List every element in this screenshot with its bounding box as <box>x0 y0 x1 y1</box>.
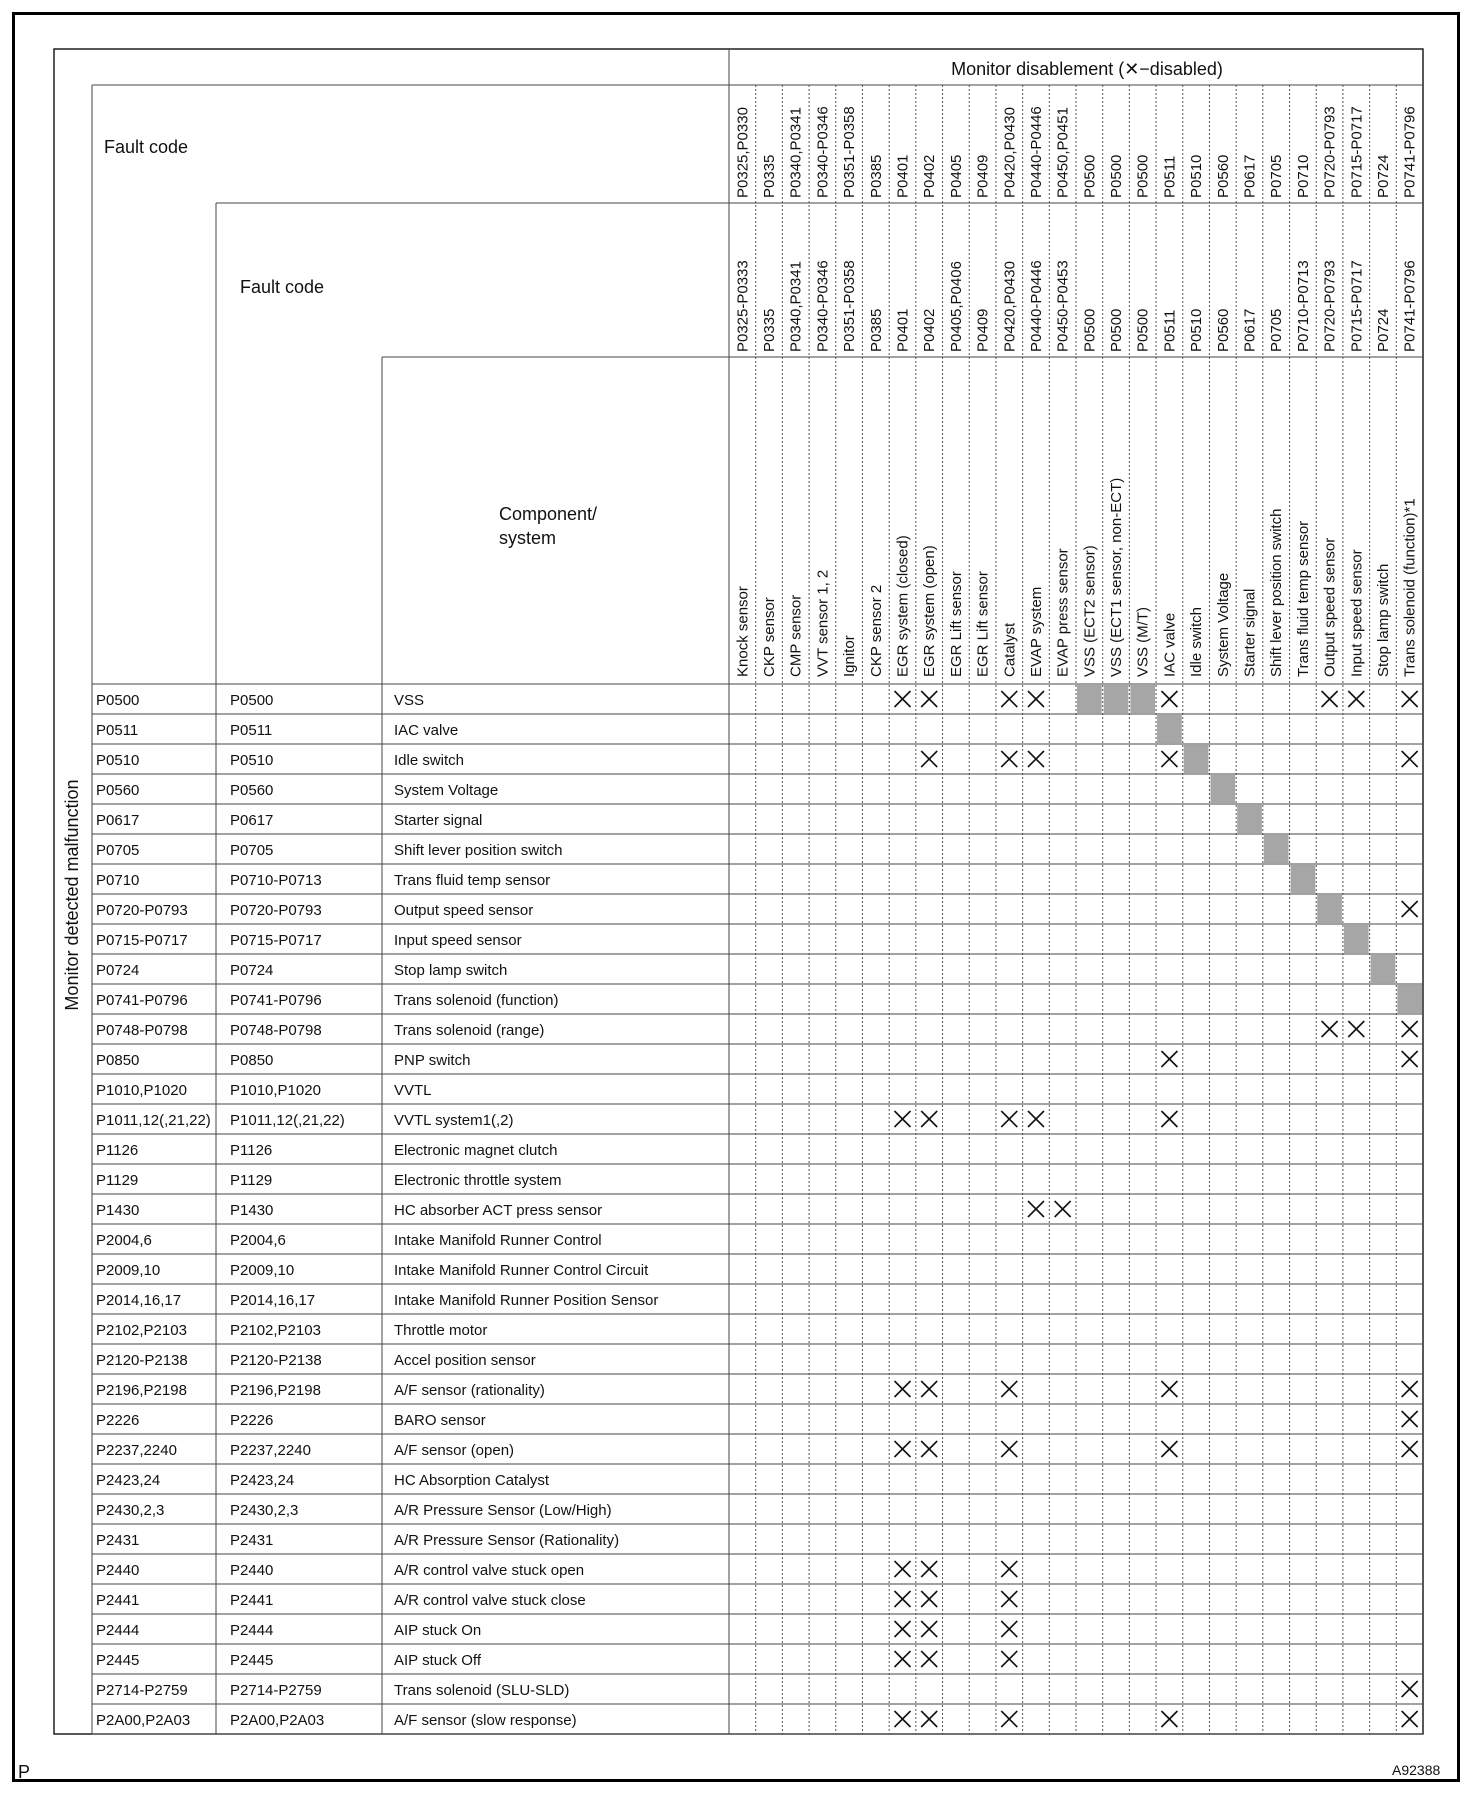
row-component-system: Trans solenoid (function) <box>394 992 559 1009</box>
column-inner-code: P0385 <box>867 308 885 352</box>
disabled-x-mark <box>895 1561 911 1577</box>
row-fault-code-2: P2430,2,3 <box>230 1502 299 1519</box>
row-fault-code-1: P2009,10 <box>96 1262 161 1279</box>
shaded-cell <box>1157 715 1182 743</box>
column-outer-code: P0617 <box>1241 154 1259 198</box>
row-component-system: Electronic throttle system <box>394 1172 562 1189</box>
column-system-label: Shift lever position switch <box>1268 508 1286 677</box>
row-fault-code-2: P2196,P2198 <box>230 1382 321 1399</box>
column-inner-code: P0705 <box>1268 308 1286 352</box>
row-fault-code-2: P2009,10 <box>230 1262 295 1279</box>
row-fault-code-2: P0511 <box>230 722 273 739</box>
row-fault-code-1: P1010,P1020 <box>96 1082 187 1099</box>
row-component-system: A/F sensor (slow response) <box>394 1712 577 1729</box>
row-fault-code-2: P0705 <box>230 842 274 859</box>
row-fault-code-1: P0560 <box>96 782 140 799</box>
column-inner-code: P0500 <box>1108 308 1126 352</box>
table-row <box>96 1021 1418 1039</box>
row-fault-code-2: P1126 <box>230 1142 273 1159</box>
table-row <box>96 1591 1017 1609</box>
disabled-x-mark <box>1001 751 1017 767</box>
disabled-x-mark <box>1402 1711 1418 1727</box>
column-system-label: Knock sensor <box>734 586 752 677</box>
row-fault-code-2: P0500 <box>230 692 274 709</box>
table-row <box>96 691 1418 709</box>
row-fault-code-2: P0748-P0798 <box>230 1022 322 1039</box>
row-component-system: VSS <box>394 692 425 709</box>
row-component-system: System Voltage <box>394 782 499 799</box>
row-fault-code-1: P0511 <box>96 722 139 739</box>
disabled-x-mark <box>1028 691 1044 707</box>
column-inner-code: P0500 <box>1081 308 1099 352</box>
column-inner-code: P0511 <box>1161 309 1179 352</box>
disabled-x-mark <box>895 1711 911 1727</box>
column-inner-code: P0720-P0793 <box>1321 260 1339 352</box>
disabled-x-mark <box>895 1381 911 1397</box>
row-fault-code-1: P2014,16,17 <box>96 1292 182 1309</box>
column-system-label: VSS (ECT1 sensor, non-ECT) <box>1108 477 1126 677</box>
shaded-cell <box>1077 685 1102 713</box>
table-row <box>96 1292 658 1309</box>
row-fault-code-1: P0720-P0793 <box>96 902 188 919</box>
shaded-cell <box>1130 685 1155 713</box>
row-fault-code-1: P0850 <box>96 1052 140 1069</box>
row-component-system: HC Absorption Catalyst <box>394 1472 550 1489</box>
row-fault-code-2: P0741-P0796 <box>230 992 322 1009</box>
column-outer-code: P0405 <box>947 154 965 198</box>
row-component-system: VVTL <box>394 1082 432 1099</box>
row-component-system: Throttle motor <box>394 1322 488 1339</box>
row-component-system: A/R control valve stuck open <box>394 1562 585 1579</box>
table-row <box>96 1381 1418 1399</box>
row-component-system: AIP stuck On <box>394 1622 482 1639</box>
shaded-cells <box>1077 685 1422 1013</box>
column-outer-code: P0420,P0430 <box>1001 107 1019 198</box>
disabled-x-mark <box>1001 1651 1017 1667</box>
table-row <box>96 901 1418 919</box>
row-fault-code-1: P1430 <box>96 1202 140 1219</box>
column-headers <box>734 106 1418 677</box>
row-fault-code-1: P0710 <box>96 872 140 889</box>
shaded-cell <box>1210 775 1235 803</box>
row-component-system: Trans fluid temp sensor <box>394 872 551 889</box>
fault-code-inner-heading: Fault code <box>240 277 325 297</box>
table-row <box>96 1111 1177 1129</box>
column-system-label: VVT sensor 1, 2 <box>814 569 832 677</box>
disabled-x-mark <box>1322 691 1338 707</box>
column-inner-code: P0617 <box>1241 308 1259 352</box>
column-inner-code: P0409 <box>974 308 992 352</box>
row-fault-code-1: P0748-P0798 <box>96 1022 188 1039</box>
column-inner-code: P0340,P0341 <box>787 261 805 352</box>
column-system-label: IAC valve <box>1161 612 1179 677</box>
shaded-cell <box>1237 805 1262 833</box>
column-inner-code: P0500 <box>1134 308 1152 352</box>
row-fault-code-2: P2004,6 <box>230 1232 286 1249</box>
table-row <box>96 1711 1418 1729</box>
row-fault-code-1: P2120-P2138 <box>96 1352 188 1369</box>
column-outer-code: P0710 <box>1294 154 1312 198</box>
disabled-x-mark <box>1001 1381 1017 1397</box>
disabled-x-mark <box>1161 1711 1177 1727</box>
disabled-x-mark <box>921 691 937 707</box>
column-outer-code: P0724 <box>1374 154 1392 198</box>
row-component-system: Idle switch <box>394 752 465 769</box>
row-fault-code-1: P1126 <box>96 1142 139 1159</box>
column-inner-code: P0450-P0453 <box>1054 260 1072 352</box>
column-inner-code: P0741-P0796 <box>1401 260 1419 352</box>
column-system-label: EGR Lift sensor <box>974 571 992 677</box>
row-component-system: AIP stuck Off <box>394 1652 481 1669</box>
disabled-x-mark <box>1001 1621 1017 1637</box>
row-fault-code-2: P2431 <box>230 1532 274 1549</box>
row-fault-code-1: P0705 <box>96 842 140 859</box>
column-system-label: EVAP system <box>1027 586 1045 677</box>
row-fault-code-2: P1129 <box>230 1172 273 1189</box>
row-fault-code-1: P2196,P2198 <box>96 1382 187 1399</box>
column-outer-code: P0500 <box>1108 154 1126 198</box>
row-component-system: Starter signal <box>394 812 483 829</box>
column-inner-code: P0715-P0717 <box>1348 260 1366 352</box>
column-system-label: EGR system (closed) <box>894 535 912 677</box>
column-outer-code: P0401 <box>894 154 912 198</box>
row-component-system: Stop lamp switch <box>394 962 508 979</box>
row-fault-code-2: P2423,24 <box>230 1472 295 1489</box>
row-fault-code-2: P0617 <box>230 812 274 829</box>
table-row <box>96 1201 1071 1219</box>
row-fault-code-1: P2431 <box>96 1532 140 1549</box>
row-fault-code-2: P2120-P2138 <box>230 1352 322 1369</box>
disabled-x-mark <box>1348 1021 1364 1037</box>
disabled-x-mark <box>921 1561 937 1577</box>
table-row <box>96 1411 1418 1429</box>
column-inner-code: P0440-P0446 <box>1027 260 1045 352</box>
column-system-label: EGR system (open) <box>921 545 939 677</box>
row-fault-code-1: P2444 <box>96 1622 140 1639</box>
row-fault-code-1: P2714-P2759 <box>96 1682 188 1699</box>
row-fault-code-2: P2445 <box>230 1652 274 1669</box>
row-fault-code-2: P0720-P0793 <box>230 902 322 919</box>
disabled-x-mark <box>1161 751 1177 767</box>
column-inner-code: P0710-P0713 <box>1294 260 1312 352</box>
column-outer-code: P0500 <box>1134 154 1152 198</box>
table-row <box>96 782 498 799</box>
monitor-disablement-title: Monitor disablement (✕−disabled) <box>951 59 1223 79</box>
table-row <box>96 1532 619 1549</box>
column-system-label: CMP sensor <box>787 594 805 677</box>
disabled-x-mark <box>1402 1051 1418 1067</box>
shaded-cell <box>1371 955 1396 983</box>
row-fault-code-1: P2102,P2103 <box>96 1322 187 1339</box>
row-fault-code-2: P2014,16,17 <box>230 1292 316 1309</box>
table-row <box>96 962 507 979</box>
disabled-x-mark <box>1001 1591 1017 1607</box>
row-component-system: A/F sensor (open) <box>394 1442 515 1459</box>
disabled-x-mark <box>895 691 911 707</box>
column-system-label: Stop lamp switch <box>1374 563 1392 677</box>
table-row <box>96 1621 1017 1639</box>
disabled-x-mark <box>921 1621 937 1637</box>
row-fault-code-1: P0741-P0796 <box>96 992 188 1009</box>
fault-code-outer-heading: Fault code <box>104 137 189 157</box>
table-row <box>96 1262 649 1279</box>
disabled-x-mark <box>1028 1201 1044 1217</box>
disabled-x-mark <box>1001 691 1017 707</box>
shaded-cell <box>1291 865 1316 893</box>
column-inner-code: P0402 <box>921 308 939 352</box>
column-inner-code: P0724 <box>1374 308 1392 352</box>
column-outer-code: P0409 <box>974 154 992 198</box>
row-component-system: BARO sensor <box>394 1412 486 1429</box>
table-row <box>96 1142 557 1159</box>
column-outer-code: P0500 <box>1081 154 1099 198</box>
row-fault-code-2: P2440 <box>230 1562 274 1579</box>
disabled-x-mark <box>1001 1561 1017 1577</box>
row-component-system: A/F sensor (rationality) <box>394 1382 545 1399</box>
row-fault-code-1: P1129 <box>96 1172 139 1189</box>
table-row <box>96 1441 1418 1459</box>
row-component-system: Output speed sensor <box>394 902 534 919</box>
row-fault-code-1: P2441 <box>96 1592 140 1609</box>
table-row <box>96 1681 1418 1699</box>
column-outer-code: P0385 <box>867 154 885 198</box>
row-component-system: Shift lever position switch <box>394 842 563 859</box>
row-component-system: Input speed sensor <box>394 932 522 949</box>
disabled-x-mark <box>921 1441 937 1457</box>
row-fault-code-2: P2237,2240 <box>230 1442 311 1459</box>
disabled-x-mark <box>1348 691 1364 707</box>
disabled-x-mark <box>1402 901 1418 917</box>
column-inner-code: P0340-P0346 <box>814 260 832 352</box>
disabled-x-mark <box>1402 1681 1418 1697</box>
disabled-x-mark <box>1161 1051 1177 1067</box>
column-system-label: Ignitor <box>841 635 859 677</box>
shaded-cell <box>1184 745 1209 773</box>
row-fault-code-1: P0724 <box>96 962 140 979</box>
disabled-x-mark <box>895 1441 911 1457</box>
table-row <box>96 812 482 829</box>
column-outer-code: P0510 <box>1188 154 1206 198</box>
column-system-label: Input speed sensor <box>1348 549 1366 677</box>
table-row <box>96 1502 612 1519</box>
disabled-x-mark <box>1322 1021 1338 1037</box>
table-row <box>96 1172 562 1189</box>
row-fault-code-2: P0560 <box>230 782 274 799</box>
column-system-label: VSS (M/T) <box>1134 607 1152 677</box>
column-system-label: Starter signal <box>1241 588 1259 677</box>
row-fault-code-1: P2445 <box>96 1652 140 1669</box>
disabled-x-mark <box>1402 1021 1418 1037</box>
disabled-x-mark <box>1028 751 1044 767</box>
column-system-label: Idle switch <box>1188 606 1206 677</box>
row-fault-code-1: P2004,6 <box>96 1232 152 1249</box>
row-fault-code-1: P0510 <box>96 752 140 769</box>
row-fault-code-2: P0510 <box>230 752 274 769</box>
column-outer-code: P0705 <box>1268 154 1286 198</box>
column-inner-code: P0325-P0333 <box>734 260 752 352</box>
row-component-system: HC absorber ACT press sensor <box>394 1202 603 1219</box>
disabled-x-mark <box>921 751 937 767</box>
row-component-system: VVTL system1(,2) <box>394 1112 514 1129</box>
row-fault-code-2: P2102,P2103 <box>230 1322 321 1339</box>
row-fault-code-1: P2A00,P2A03 <box>96 1712 191 1729</box>
row-fault-code-2: P2714-P2759 <box>230 1682 322 1699</box>
table-row <box>96 1651 1017 1669</box>
column-system-label: CKP sensor <box>761 597 779 677</box>
row-fault-code-1: P2423,24 <box>96 1472 161 1489</box>
row-fault-code-2: P1430 <box>230 1202 274 1219</box>
row-component-system: Trans solenoid (SLU-SLD) <box>394 1682 570 1699</box>
column-outer-code: P0335 <box>761 154 779 198</box>
column-outer-code: P0715-P0717 <box>1348 106 1366 198</box>
column-outer-code: P0325,P0330 <box>734 107 752 198</box>
row-component-system: Intake Manifold Runner Control Circuit <box>394 1262 649 1279</box>
column-outer-code: P0351-P0358 <box>841 106 859 198</box>
column-system-label: Trans fluid temp sensor <box>1294 520 1312 677</box>
disabled-x-mark <box>1001 1441 1017 1457</box>
component-system-heading-line2: system <box>499 528 557 548</box>
row-component-system: Intake Manifold Runner Control <box>394 1232 602 1249</box>
column-system-label: CKP sensor 2 <box>867 584 885 677</box>
row-fault-code-1: P2440 <box>96 1562 140 1579</box>
row-fault-code-2: P0710-P0713 <box>230 872 322 889</box>
column-inner-code: P0335 <box>761 308 779 352</box>
column-outer-code: P0402 <box>921 154 939 198</box>
table-row <box>96 932 522 949</box>
table-row <box>96 1472 550 1489</box>
row-fault-code-2: P0724 <box>230 962 274 979</box>
column-inner-code: P0351-P0358 <box>841 260 859 352</box>
table-row <box>96 1561 1017 1579</box>
shaded-cell <box>1264 835 1289 863</box>
column-system-label: Catalyst <box>1001 622 1019 677</box>
column-outer-code: P0511 <box>1161 155 1179 198</box>
row-component-system: Intake Manifold Runner Position Sensor <box>394 1292 659 1309</box>
table-row <box>96 1322 487 1339</box>
column-outer-code: P0741-P0796 <box>1401 106 1419 198</box>
row-fault-code-1: P2237,2240 <box>96 1442 177 1459</box>
disabled-x-mark <box>1402 751 1418 767</box>
table-row <box>96 1051 1418 1069</box>
column-inner-code: P0405,P0406 <box>947 261 965 352</box>
table-row <box>96 1232 602 1249</box>
column-outer-code: P0450,P0451 <box>1054 107 1072 198</box>
disabled-x-mark <box>895 1591 911 1607</box>
disabled-x-mark <box>895 1111 911 1127</box>
disabled-x-mark <box>1028 1111 1044 1127</box>
column-outer-code: P0440-P0446 <box>1027 106 1045 198</box>
row-fault-code-2: P2444 <box>230 1622 274 1639</box>
table-row <box>96 842 562 859</box>
shaded-cell <box>1317 895 1342 923</box>
row-fault-code-1: P2430,2,3 <box>96 1502 165 1519</box>
row-component-system: Trans solenoid (range) <box>394 1022 545 1039</box>
row-fault-code-2: P1010,P1020 <box>230 1082 321 1099</box>
disabled-x-mark <box>1055 1201 1071 1217</box>
column-outer-code: P0720-P0793 <box>1321 106 1339 198</box>
table-row <box>96 1352 536 1369</box>
disabled-x-mark <box>1161 1381 1177 1397</box>
row-component-system: A/R Pressure Sensor (Low/High) <box>394 1502 612 1519</box>
disabled-x-mark <box>1402 1441 1418 1457</box>
column-inner-code: P0401 <box>894 308 912 352</box>
shaded-cell <box>1104 685 1129 713</box>
disabled-x-mark <box>1161 1111 1177 1127</box>
row-component-system: A/R Pressure Sensor (Rationality) <box>394 1532 620 1549</box>
disabled-x-mark <box>895 1621 911 1637</box>
row-component-system: PNP switch <box>394 1052 471 1069</box>
row-fault-code-2: P0850 <box>230 1052 274 1069</box>
disabled-x-mark <box>921 1111 937 1127</box>
disabled-x-mark <box>1001 1711 1017 1727</box>
row-fault-code-1: P0500 <box>96 692 140 709</box>
disabled-x-mark <box>1161 691 1177 707</box>
table-row <box>96 722 458 739</box>
side-label-monitor-detected: Monitor detected malfunction <box>62 779 82 1011</box>
table-row <box>96 1082 432 1099</box>
row-component-system: Electronic magnet clutch <box>394 1142 558 1159</box>
figure-id: A92388 <box>1392 1762 1441 1778</box>
disabled-x-mark <box>921 1651 937 1667</box>
column-system-label: System Voltage <box>1214 572 1232 677</box>
row-fault-code-2: P0715-P0717 <box>230 932 322 949</box>
disabled-x-mark <box>1402 1411 1418 1427</box>
column-system-label: Trans solenoid (function)*1 <box>1401 498 1419 677</box>
disabled-x-mark <box>1161 1441 1177 1457</box>
disabled-x-mark <box>895 1651 911 1667</box>
disabled-x-mark <box>921 1381 937 1397</box>
row-fault-code-1: P0715-P0717 <box>96 932 188 949</box>
row-component-system: Accel position sensor <box>394 1352 536 1369</box>
table-rows <box>96 691 1418 1729</box>
disabled-x-mark <box>921 1711 937 1727</box>
column-system-label: EVAP press sensor <box>1054 548 1072 677</box>
column-system-label: VSS (ECT2 sensor) <box>1081 545 1099 677</box>
table-text <box>62 59 1223 1011</box>
shaded-cell <box>1344 925 1369 953</box>
row-component-system: A/R control valve stuck close <box>394 1592 586 1609</box>
row-component-system: IAC valve <box>394 722 459 739</box>
table-row <box>96 992 559 1009</box>
column-inner-code: P0560 <box>1214 308 1232 352</box>
row-fault-code-1: P2226 <box>96 1412 140 1429</box>
disabled-x-mark <box>1001 1111 1017 1127</box>
disabled-x-mark <box>921 1591 937 1607</box>
column-inner-code: P0420,P0430 <box>1001 261 1019 352</box>
component-system-heading-line1: Component/ <box>499 504 598 524</box>
row-fault-code-2: P1011,12(,21,22) <box>230 1112 345 1129</box>
row-fault-code-2: P2226 <box>230 1412 274 1429</box>
row-fault-code-1: P0617 <box>96 812 140 829</box>
column-outer-code: P0560 <box>1214 154 1232 198</box>
row-fault-code-2: P2A00,P2A03 <box>230 1712 325 1729</box>
table-row <box>96 872 550 889</box>
column-system-label: Output speed sensor <box>1321 537 1339 677</box>
column-system-label: EGR Lift sensor <box>947 571 965 677</box>
row-fault-code-2: P2441 <box>230 1592 274 1609</box>
column-inner-code: P0510 <box>1188 308 1206 352</box>
shaded-cell <box>1397 985 1422 1013</box>
corner-mark: P <box>18 1762 31 1782</box>
column-outer-code: P0340-P0346 <box>814 106 832 198</box>
table-row <box>96 751 1418 769</box>
disabled-x-mark <box>1402 1381 1418 1397</box>
row-fault-code-1: P1011,12(,21,22) <box>96 1112 211 1129</box>
disabled-x-mark <box>1402 691 1418 707</box>
column-outer-code: P0340,P0341 <box>787 107 805 198</box>
